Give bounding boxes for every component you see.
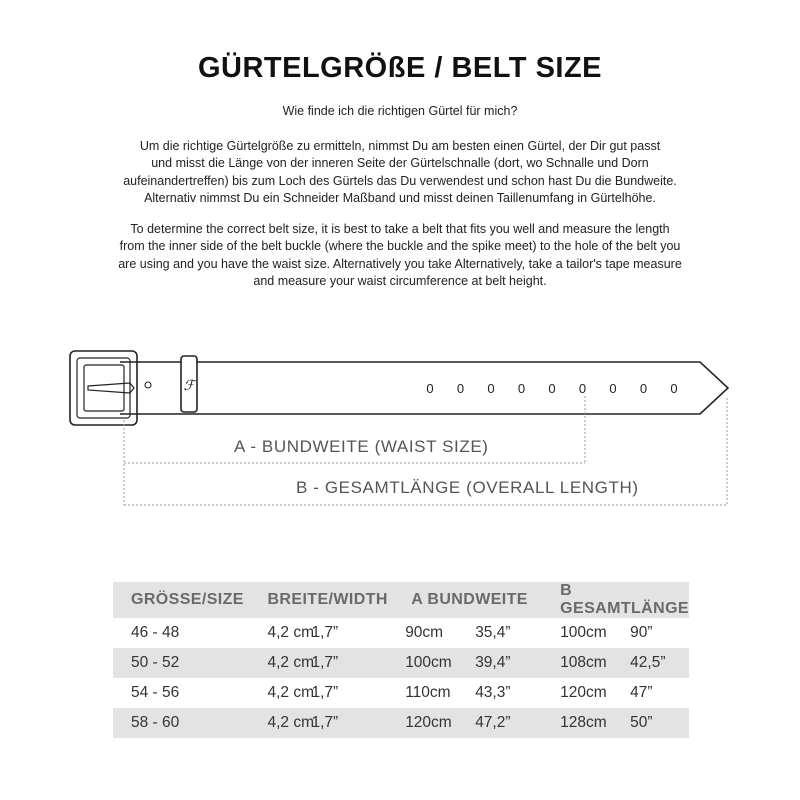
cell-size: 54 - 56 <box>131 684 180 701</box>
table-row <box>113 678 689 708</box>
cell-size: 58 - 60 <box>131 714 180 731</box>
belt-hole: 0 <box>426 381 434 396</box>
belt-hole: 0 <box>517 381 526 396</box>
page-title: GÜRTELGRÖßE / BELT SIZE <box>197 52 603 84</box>
cell-size: 46 - 48 <box>131 624 180 641</box>
cell-waist: 100cm 39,4” <box>405 654 511 671</box>
belt-hole: 0 <box>487 381 495 396</box>
cell-width: 4,2 cm1,7” <box>267 654 339 671</box>
header-width: BREITE/WIDTH <box>267 591 388 608</box>
cell-waist: 90cm 35,4” <box>405 624 511 641</box>
header-size: GRÖSSE/SIZE <box>131 591 244 608</box>
dimension-a-label: A - BUNDWEITE (WAIST SIZE) <box>234 437 489 456</box>
paragraph-line: To determine the correct belt size, it is best to take a belt that fits you well and measure the length <box>130 222 670 236</box>
cell-length: 120cm 47” <box>560 684 653 701</box>
belt-hole: 0 <box>670 381 678 396</box>
dimension-b-label: B - GESAMTLÄNGE (OVERALL LENGTH) <box>296 478 639 497</box>
belt-hole: 0 <box>609 381 617 396</box>
paragraph-german <box>60 138 740 207</box>
paragraph-line: and measure your waist circumference at belt height. <box>253 273 547 288</box>
paragraph-line: aufeinandertreffen) bis zum Loch des Gürtels das Du verwendest und schon hast Du die Bundweite. <box>123 173 677 188</box>
belt-hole: 0 <box>456 381 465 396</box>
cell-waist: 110cm 43,3” <box>405 684 511 701</box>
size-table <box>113 582 689 738</box>
table-row <box>113 648 689 678</box>
page-subtitle: Wie finde ich die richtigen Gürtel für mich? <box>282 104 518 118</box>
belt-hole: 0 <box>639 381 648 396</box>
table-header-row <box>113 582 689 618</box>
cell-length: 108cm 42,5” <box>560 654 666 671</box>
table-row <box>113 708 689 738</box>
cell-width: 4,2 cm1,7” <box>267 684 339 701</box>
belt-hole: 0 <box>548 381 556 396</box>
buckle-prong <box>88 383 134 393</box>
cell-width: 4,2 cm1,7” <box>267 714 339 731</box>
paragraph-line: Um die richtige Gürtelgröße zu ermitteln, nimmst Du am besten einen Gürtel, der Dir gut passt <box>139 139 661 153</box>
cell-size: 50 - 52 <box>131 654 180 671</box>
paragraph-line: Alternativ nimmst Du ein Schneider Maßband und misst deinen Taillenumfang in Gürtelhöhe. <box>144 190 656 205</box>
belt-hole: 0 <box>578 381 587 396</box>
cell-length: 128cm 50” <box>560 714 653 731</box>
paragraph-line: are using and you have the waist size. Alternatively you take Alternatively, take a tailor's tape measure <box>118 256 682 271</box>
belt-strap <box>120 362 728 414</box>
cell-waist: 120cm 47,2” <box>405 714 511 731</box>
header-waist: A BUNDWEITE <box>411 591 528 608</box>
table-row <box>113 618 689 648</box>
belt-holes <box>426 381 677 396</box>
header-length: B GESAMTLÄNGE <box>560 582 690 617</box>
brand-logo-icon: ℱ <box>183 378 195 394</box>
cell-length: 100cm 90” <box>560 624 653 641</box>
paragraph-line: from the inner side of the belt buckle (where the buckle and the spike meet) to the hole of the belt you <box>119 239 681 254</box>
cell-width: 4,2 cm1,7” <box>267 624 339 641</box>
paragraph-line: und misst die Länge von der inneren Seite der Gürtelschnalle (dort, wo Schnalle und Dorn <box>151 156 649 171</box>
paragraph-english <box>60 221 740 290</box>
